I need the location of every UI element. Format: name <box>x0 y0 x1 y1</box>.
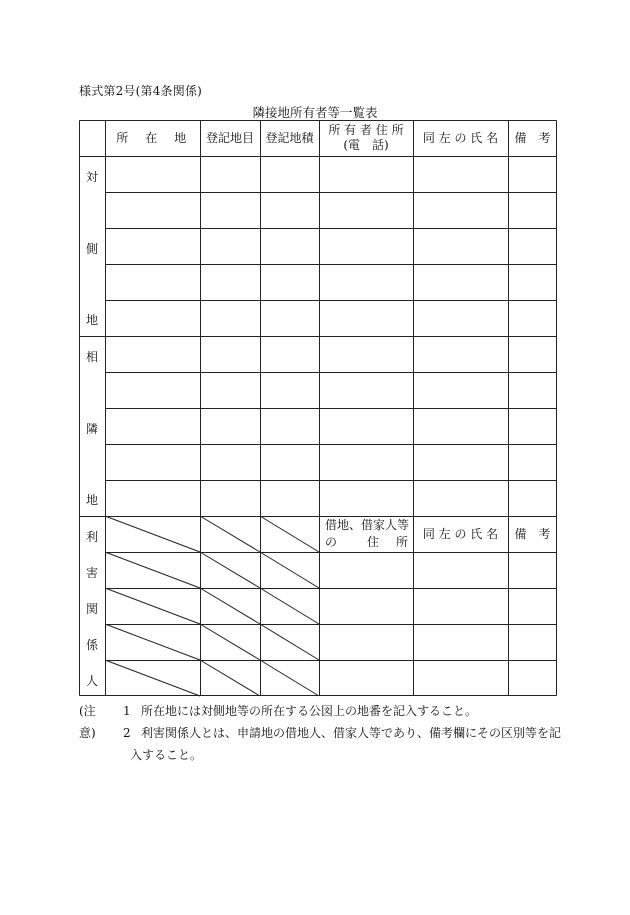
note-1-text: 所在地には対側地等の所在する公図上の地番を記入すること。 <box>141 704 478 718</box>
group-opposite-char-3: 地 <box>85 313 98 327</box>
note-1-number: 1 <box>123 704 131 718</box>
adjacent-owners-table <box>79 120 557 698</box>
note-2-text: 利害関係人とは、申請地の借地人、借家人等であり、備考欄にその区別等を記 <box>141 726 562 740</box>
group-opposite-char-2: 側 <box>85 242 98 256</box>
strike-location <box>105 660 200 696</box>
header-name: 同 左 の 氏 名 <box>422 130 499 145</box>
header-owner-address <box>319 120 413 156</box>
strike-location <box>105 516 200 552</box>
group-adjacent-char-2: 隣 <box>85 422 98 436</box>
interested-address-label: 住 所 <box>367 535 411 549</box>
strike-category <box>200 624 260 660</box>
interested-header-name: 同 左 の 氏 名 <box>422 526 499 541</box>
note-2-number: 2 <box>123 726 131 740</box>
header-location: 所 在 地 <box>116 130 189 145</box>
header-owner-address-line1: 所 有 者 住 所 <box>328 123 404 137</box>
strike-category <box>200 552 260 588</box>
interested-address-line1: 借地、借家人等 <box>325 518 410 532</box>
interested-header-remarks: 備 考 <box>514 526 551 541</box>
form-label: 様式第2号(第4条関係) <box>79 84 203 98</box>
strike-location <box>105 552 200 588</box>
header-registered-area: 登記地積 <box>265 130 314 145</box>
strike-category <box>200 516 260 552</box>
table-grid-lines <box>79 120 557 698</box>
group-interested-char-4: 係 <box>85 638 98 652</box>
group-interested-char-1: 利 <box>85 530 98 544</box>
note-2-continuation: 入すること。 <box>130 748 203 762</box>
strike-category <box>200 660 260 696</box>
group-interested-char-5: 人 <box>85 674 98 688</box>
group-interested-char-3: 関 <box>85 602 98 616</box>
header-registered-category: 登記地目 <box>205 130 254 145</box>
group-adjacent-char-3: 地 <box>85 493 98 507</box>
strike-area <box>260 624 319 660</box>
form-title: 隣接地所有者等一覧表 <box>252 105 378 120</box>
header-owner-phone-line: (電 話) <box>343 138 389 152</box>
header-remarks: 備 考 <box>514 130 551 145</box>
strike-area <box>260 660 319 696</box>
group-opposite-char-1: 対 <box>85 170 98 184</box>
group-interested-char-2: 害 <box>85 566 98 580</box>
strike-area <box>260 552 319 588</box>
interested-address-no: の <box>325 535 338 549</box>
notes-prefix: (注意) <box>79 704 96 740</box>
strike-location <box>105 588 200 624</box>
strike-location <box>105 624 200 660</box>
group-adjacent-char-1: 相 <box>85 350 98 364</box>
strike-category <box>200 588 260 624</box>
strike-area <box>260 516 319 552</box>
strike-area <box>260 588 319 624</box>
